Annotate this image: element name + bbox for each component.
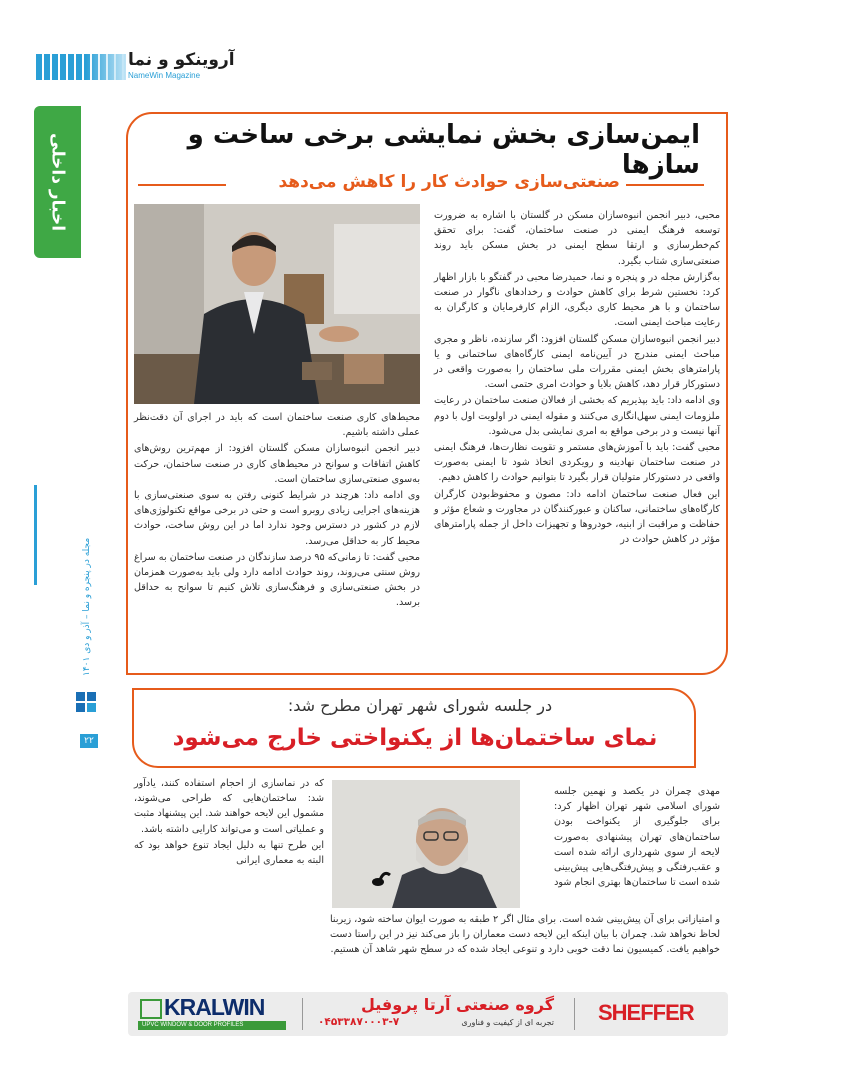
page-number: ۲۲: [80, 734, 98, 748]
article-title: نمای ساختمان‌ها از یکنواختی خارج می‌شود: [172, 725, 658, 751]
section-tab: [34, 106, 81, 258]
paragraph: دبیر انجمن انبوه‌سازان مسکن گلستان افزود: از مهم‌ترین روش‌های کاهش اتفاقات و سوانح در محیط‌های کاری در صنعت ساختمان، حرکت به‌سوی صنعتی‌سازی ساختمان است.: [134, 443, 420, 485]
side-rule: [34, 485, 37, 585]
magazine-logo: آروینکو و نما: [128, 50, 235, 70]
paragraph: محبی، دبیر انجمن انبوه‌سازان مسکن در گلستان با اشاره به ضرورت توسعه فرهنگ ایمنی در صنعت ساختمان، گفت: برای تحقق کم‌خطرسازی و ارتقا سطح ایمنی در بخش مسکن باید روند صنعتی‌سازی شتاب بگیرد.: [434, 210, 720, 267]
article-subtitle: صنعتی‌سازی حوادث کار را کاهش می‌دهد: [278, 172, 620, 192]
paragraph: به‌گزارش مجله در و پنجره و نما، حمیدرضا محبی در گفتگو با بازار اظهار کرد: نخستین شرط برای کاهش حوادث و رخدادهای ناگوار در صنعت ساختمان و با هر محیط کاری دیگری، الزام کارفرمایان و کارگران به رعایت مباحث ایمنی است.: [434, 271, 720, 329]
paragraph: محبی گفت: باید با آموزش‌های مستمر و تقویت نظارت‌ها، فرهنگ ایمنی در صنعت ساختمان نهادینه و رویکردی اتخاذ شود تا ایمنی به‌صورت واقعی در دستورکار متولیان قرار بگیرد تا بتوانیم حوادث را کاهش دهیم.: [434, 442, 720, 484]
paragraph: محبی گفت: تا زمانی‌که ۹۵ درصد سازندگان در صنعت ساختمان به سراغ روش سنتی می‌روند، روند حوادث ادامه دارد ولی باید به‌صورت همزمان در بخش صنعتی‌سازی و فرهنگ‌سازی تلاش کنیم تا سوانح به حداقل برسد.: [134, 551, 420, 609]
interview-photo: [134, 204, 420, 404]
paragraph: وی ادامه داد: باید بپذیریم که بخشی از فعالان صنعت ساختمان در رعایت ملزومات ایمنی سهل‌انگاری می‌کنند و مقوله ایمنی در اولویت اول با دوم آنها نیست و در برخی مواقع به امری نمایشی بدل می‌شود.: [434, 395, 720, 437]
subtitle-rule: [626, 184, 704, 186]
article-column-left: [134, 410, 420, 668]
magazine-logo-subtitle: NameWin Magazine: [128, 71, 201, 80]
masthead-stripes: [36, 54, 126, 80]
kralwin-wordmark: KRALWIN: [164, 994, 265, 1020]
paragraph: این فعال صنعت ساختمان ادامه داد: مصون و محفوظ‌بودن کارگران کارگاه‌های ساختمانی، ساکنان و عبورکنندگان در مجاورت و شعاع مؤثر و حفاظت و مراقبت از ابنیه، خودروها و تجهیزات داخل از جمله پارامترهای مؤثر در کاهش حوادث در: [434, 488, 720, 546]
magazine-icon: [76, 692, 98, 714]
section-tab-label: اخبار داخلی: [47, 132, 68, 232]
ad-divider: [302, 998, 303, 1030]
ad-divider: [574, 998, 575, 1030]
paragraph: مهدی چمران در یکصد و نهمین جلسه شورای اسلامی شهر تهران اظهار کرد: برای جلوگیری از یکنواخت بودن ساختمان‌های تهران پیشنهادی به‌صورت لایحه از سوی شهرداری ارائه شده است و عقب‌رفتگی و پیش‌رفتگی‌هایی پیش‌بینی شده است تا ساختمان‌ها بهتری انجام شود: [554, 786, 720, 889]
kralwin-tagline-bar: [138, 1021, 286, 1030]
speaker-photo: [332, 780, 520, 908]
kralwin-tagline: UPVC WINDOW & DOOR PROFILES: [142, 1022, 244, 1028]
issue-caption: مجله در پنجره و نما – آذر و دی ۱۴۰۱: [82, 537, 92, 676]
article-title: ایمن‌سازی بخش نمایشی برخی ساخت و سازها: [187, 120, 700, 180]
ad-phone: ۰۴۵۳۳۸۷۰۰۰۳-۷: [318, 1016, 400, 1028]
paragraph: محیط‌های کاری صنعت ساختمان است که باید در اجرای آن دقت‌نظر عملی داشته باشیم.: [134, 412, 420, 439]
paragraph: دبیر انجمن انبوه‌سازان مسکن گلستان افزود: اگر سازنده، ناظر و مجری مباحث ایمنی مندرج در آیین‌نامه ایمنی کارگاه‌های ساختمانی و یا پارامترهای بخش ایمنی مقررات ملی ساختمان را به‌صورت واقعی در دستورکار قرار دهد، کاهش بلایا و حوادث امری حتمی است.: [434, 333, 720, 391]
sheffer-logo: SHEFFER: [598, 1000, 694, 1025]
window-icon: [140, 999, 162, 1019]
article-continuation: و امتیازاتی برای آن پیش‌بینی شده است. برای مثال اگر ۲ طبقه به صورت ایوان ساخته شود، زیربنا لحاظ نخواهد شد. چمران با بیان اینکه این لایحه دست معماران را باز می‌کند نیز در این راستا دست خواهیم یافت. کمیسیون نما دقت خوبی دارد و تنوعی ایجاد شده که در سطح شهر شاهد آن هستیم.: [330, 914, 720, 956]
article-kicker: در جلسه شورای شهر تهران مطرح شد:: [287, 696, 553, 715]
article-column-right: [434, 208, 720, 668]
kralwin-logo: [138, 996, 286, 1030]
paragraph: که در نماسازی از احجام استفاده کنند، یادآور شد: ساختمان‌هایی که طراحی می‌شوند، مشمول این لایحه خواهند شد. این پیشنهاد مثبت و عملیاتی است و می‌تواند کارایی داشته باشد.: [134, 778, 324, 835]
ad-company-name: گروه صنعتی آرتا پروفیل: [360, 995, 554, 1014]
subtitle-rule: [138, 184, 226, 186]
paragraph: این طرح تنها به دلیل ایجاد تنوع خواهد بود که البته به معماری ایرانی: [134, 839, 324, 867]
ad-tagline: تجربه ای از کیفیت و فناوری: [461, 1018, 554, 1027]
paragraph: وی ادامه داد: هرچند در شرایط کنونی رفتن به سوی صنعتی‌سازی با هزینه‌های اجرایی زیادی روبرو است و حتی در برخی مواقع تکنولوژی‌های لازم در کشور در دسترس وجود ندارد اما در این روش ساخت، حوادث محیط کار به حداقل می‌رسد.: [134, 490, 420, 547]
